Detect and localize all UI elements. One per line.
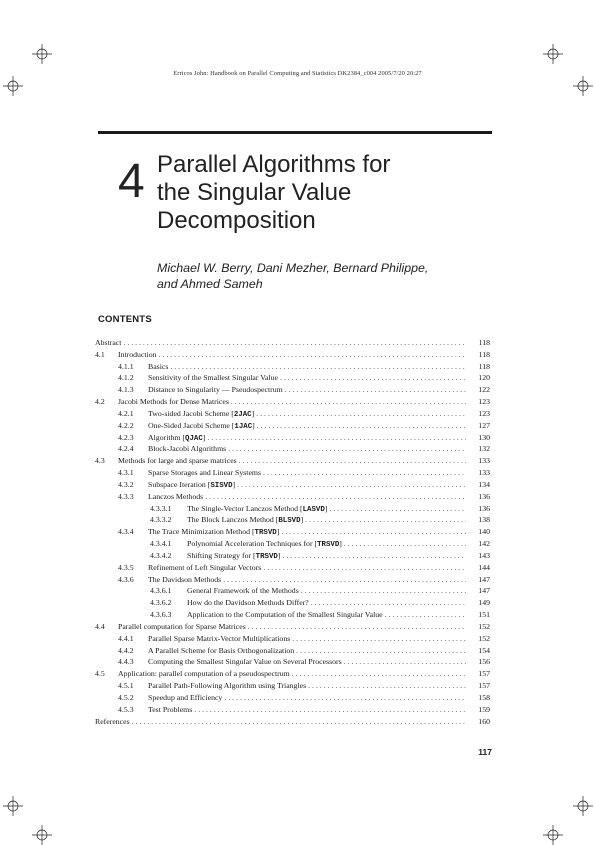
toc-entry-page: 123 [478, 397, 490, 407]
toc-entry-number: 4.4.3 [118, 657, 134, 667]
toc-entry-title [148, 384, 285, 396]
running-header: Erricos John: Handbook on Parallel Computing and Statistics DK2384_c004 2005/7/20 20:27 [173, 70, 422, 77]
toc-entry-page: 138 [478, 515, 490, 525]
page-number: 117 [478, 747, 492, 757]
toc-entry[interactable] [95, 408, 490, 420]
toc-entry-title-text: The Davidson Methods [148, 574, 222, 584]
toc-entry-title [148, 372, 280, 384]
toc-leader-dots [231, 396, 466, 408]
toc-entry-number: 4.2.4 [118, 444, 134, 454]
toc-entry[interactable] [95, 680, 490, 692]
toc-entry-page: 136 [478, 491, 490, 501]
toc-entry-number: 4.5.1 [118, 681, 134, 691]
toc-entry-page: 130 [478, 432, 490, 442]
toc-entry-page: 118 [478, 361, 490, 371]
toc-entry-title-text: Abstract [95, 338, 122, 347]
toc-entry-page: 143 [478, 550, 490, 560]
toc-leader-dots [280, 372, 466, 384]
toc-entry-page: 157 [478, 669, 490, 679]
toc-entry-title [148, 467, 263, 479]
chapter-title [157, 151, 477, 235]
toc-entry[interactable] [95, 692, 490, 704]
toc-entry-number: 4.3.3.1 [150, 503, 172, 513]
toc-entry-page: 123 [478, 408, 490, 418]
registration-mark-mid-left [3, 76, 23, 96]
toc-leader-dots [248, 621, 466, 633]
toc-leader-dots [205, 491, 466, 503]
toc-leader-dots [263, 562, 466, 574]
toc-entry-title-text: Polynomial Acceleration Techniques for [ [187, 539, 318, 549]
toc-entry[interactable] [95, 526, 490, 538]
toc-entry-code: BLSVD [278, 517, 301, 526]
registration-mark-mid-right [573, 76, 593, 96]
toc-entry[interactable] [95, 372, 490, 384]
toc-leader-dots [194, 704, 466, 716]
toc-entry-page: 152 [478, 633, 490, 643]
toc-leader-dots [170, 361, 466, 373]
toc-entry-title-text: Methods for large and sparse matrices [118, 456, 237, 466]
toc-entry-number: 4.3.4 [118, 527, 134, 537]
toc-entry[interactable] [95, 585, 490, 597]
toc-entry-number: 4.5.3 [118, 704, 134, 714]
toc-entry-title-text: Algorithm [ [148, 432, 186, 442]
toc-leader-dots [159, 349, 466, 361]
toc-entry-title-text: The Trace Minimization Method [ [148, 527, 255, 537]
toc-entry-code: 1JAC [234, 422, 253, 431]
toc-entry-number: 4.1.1 [118, 361, 134, 371]
registration-mark-top-left [32, 44, 52, 64]
toc-entry-title [118, 349, 159, 361]
toc-entry-title-text: Introduction [118, 349, 157, 359]
toc-entry[interactable] [95, 479, 490, 491]
toc-entry[interactable] [95, 609, 490, 621]
toc-entry[interactable] [95, 503, 490, 515]
chapter-title-line: the Singular Value [157, 179, 352, 206]
toc-leader-dots [132, 716, 466, 728]
toc-entry-title-text: Distance to Singularity — Pseudospectrum [148, 385, 283, 395]
toc-entry[interactable] [95, 633, 490, 645]
toc-entry-title-text: General Framework of the Methods [187, 586, 299, 596]
toc-entry-title-text: ] [232, 479, 236, 489]
toc-entry-line [148, 680, 490, 692]
toc-entry-line [148, 574, 490, 586]
toc-entry-title-text: The Single-Vector Lanczos Method [ [187, 503, 303, 513]
toc-entry-line [148, 361, 490, 373]
toc-entry[interactable] [95, 337, 490, 349]
toc-entry-title-text: Jacobi Methods for Dense Matrices [118, 397, 229, 407]
toc-entry-page: 142 [478, 539, 490, 549]
toc-entry-title-text: ] [324, 503, 328, 513]
registration-mark-bottom-center-right [543, 825, 563, 845]
toc-entry-title [148, 562, 263, 574]
toc-entry[interactable] [95, 716, 490, 728]
toc-entry-title [118, 455, 239, 467]
toc-entry-number: 4.3.2 [118, 479, 134, 489]
toc-entry-title-text: The Block Lanczos Method [ [187, 515, 279, 525]
toc-entry-title [148, 443, 228, 455]
toc-entry-line [148, 372, 490, 384]
toc-entry-line [187, 597, 490, 609]
toc-entry-title [148, 656, 344, 668]
toc-entry-number: 4.3.3.2 [150, 515, 172, 525]
toc-entry-number: 4.3.1 [118, 468, 134, 478]
toc-entry-title-text: How do the Davidson Methods Differ? [187, 598, 309, 608]
toc-entry-page: 156 [478, 657, 490, 667]
toc-entry-line [148, 491, 490, 503]
toc-entry-page: 127 [478, 420, 490, 430]
toc-entry-number: 4.1.2 [118, 373, 134, 383]
toc-entry-title [118, 668, 292, 680]
toc-entry-number: 4.3.6.1 [150, 586, 172, 596]
toc-entry[interactable] [95, 656, 490, 668]
toc-entry-code: TRSVD [255, 552, 278, 561]
toc-entry-title-text: Computing the Smallest Singular Value on Several Processors [148, 657, 342, 667]
toc-entry-page: 154 [478, 645, 490, 655]
toc-entry-title [148, 574, 223, 586]
registration-mark-top-right [543, 44, 563, 64]
toc-entry-number: 4.3.6.3 [150, 610, 172, 620]
toc-entry-number: 4.3.5 [118, 562, 134, 572]
toc-entry-number: 4.2.2 [118, 420, 134, 430]
toc-entry-title-text: Shifting Strategy for [ [187, 550, 256, 560]
toc-entry-title [148, 491, 205, 503]
toc-entry[interactable] [95, 384, 490, 396]
toc-entry-page: 118 [478, 338, 490, 347]
chapter-title-line: Decomposition [157, 207, 316, 234]
toc-entry-title-text: ] [202, 432, 206, 442]
toc-leader-dots [292, 668, 466, 680]
toc-entry-title [148, 704, 194, 716]
toc-entry-code: LASVD [302, 505, 325, 514]
toc-entry[interactable] [95, 621, 490, 633]
toc-entry-code: QJAC [185, 434, 203, 443]
toc-entry-code: TRSVD [317, 541, 340, 550]
toc-entry-title [148, 645, 296, 657]
toc-entry-number: 4.4.1 [118, 633, 134, 643]
toc-entry-title [148, 692, 224, 704]
toc-entry-title-text: ] [300, 515, 304, 525]
toc-entry[interactable] [95, 550, 490, 562]
toc-entry-page: 136 [478, 503, 490, 513]
toc-entry-page: 133 [478, 468, 490, 478]
toc-entry-title-text: Two-sided Jacobi Scheme [ [148, 408, 234, 418]
contents-heading: CONTENTS [98, 314, 152, 325]
toc-entry-title [148, 680, 308, 692]
registration-mark-bottom-center-left [32, 825, 52, 845]
toc-entry-number: 4.3.3 [118, 491, 134, 501]
toc-entry-title-text: ] [252, 420, 255, 430]
toc-entry-title-text: Parallel computation for Sparse Matrices [118, 621, 246, 631]
toc-leader-dots [292, 633, 466, 645]
toc-entry-title-text: References [95, 716, 130, 726]
toc-entry[interactable] [95, 467, 490, 479]
toc-entry-line [148, 562, 490, 574]
toc-entry[interactable] [95, 396, 490, 408]
toc-entry-title-text: Application to the Computation of the Smallest Singular Value [187, 610, 383, 620]
toc-entry-title-text: ] [277, 550, 281, 560]
chapter-authors [157, 260, 477, 292]
toc-entry-code: 2JAC [233, 410, 252, 419]
toc-entry-title [187, 597, 311, 609]
toc-entry-line [148, 443, 490, 455]
toc-leader-dots [228, 443, 466, 455]
toc-entry[interactable] [95, 443, 490, 455]
toc-entry-title [148, 361, 170, 373]
toc-entry-number: 4.4 [95, 621, 105, 631]
toc-entry-line [118, 349, 490, 361]
toc-entry-title-text: Refinement of Left Singular Vectors [148, 562, 262, 572]
toc-entry-line [148, 467, 490, 479]
toc-entry-title-text: ] [251, 408, 255, 418]
toc-entry-code: TRSVD [254, 529, 277, 538]
toc-entry-page: 118 [478, 349, 490, 359]
table-of-contents [95, 337, 490, 727]
toc-leader-dots [285, 384, 466, 396]
toc-entry-title-text: ] [339, 539, 342, 549]
toc-entry-page: 160 [478, 716, 490, 726]
toc-entry-number: 4.3.6 [118, 574, 134, 584]
toc-entry-page: 133 [478, 456, 490, 466]
toc-entry-line [118, 668, 490, 680]
toc-entry[interactable] [95, 704, 490, 716]
toc-entry-title-text: Sparse Storages and Linear Systems [148, 468, 262, 478]
author-line: and Ahmed Sameh [157, 277, 263, 291]
toc-entry-line [148, 692, 490, 704]
toc-entry-title-text: Subspace Iteration [ [148, 479, 211, 489]
toc-entry-number: 4.1.3 [118, 385, 134, 395]
toc-entry[interactable] [95, 349, 490, 361]
toc-entry-page: 158 [478, 692, 490, 702]
toc-leader-dots [223, 574, 466, 586]
toc-leader-dots [311, 597, 466, 609]
toc-entry-line [148, 384, 490, 396]
toc-entry-page: 140 [478, 527, 490, 537]
toc-entry-line [118, 396, 490, 408]
toc-entry-page: 151 [478, 610, 490, 620]
toc-entry-title-text: Parallel Path-Following Algorithm using Triangles [148, 681, 307, 691]
toc-entry[interactable] [95, 597, 490, 609]
toc-leader-dots [263, 467, 466, 479]
toc-entry-title [95, 716, 132, 728]
toc-entry[interactable] [95, 538, 490, 550]
toc-entry-line [148, 633, 490, 645]
toc-entry-title-text: Sensitivity of the Smallest Singular Value [148, 373, 279, 383]
toc-entry-code: SISVD [210, 481, 233, 490]
toc-entry-page: 157 [478, 681, 490, 691]
chapter-title-line: Parallel Algorithms for [157, 151, 391, 178]
toc-entry-number: 4.2 [95, 397, 105, 407]
toc-entry-line [95, 337, 490, 349]
toc-entry-number: 4.5 [95, 669, 105, 679]
toc-entry[interactable] [95, 420, 490, 432]
toc-entry[interactable] [95, 645, 490, 657]
toc-entry-title-text: ] [276, 527, 280, 537]
toc-entry[interactable] [95, 491, 490, 503]
registration-mark-bottom-left [3, 796, 23, 816]
toc-entry-title-text: Block-Jacobi Algorithms [148, 444, 227, 454]
toc-entry[interactable] [95, 668, 490, 680]
toc-entry-number: 4.3.4.2 [150, 550, 172, 560]
toc-leader-dots [224, 692, 466, 704]
toc-leader-dots [344, 656, 466, 668]
toc-entry[interactable] [95, 562, 490, 574]
toc-entry-page: 147 [478, 574, 490, 584]
toc-entry[interactable] [95, 574, 490, 586]
toc-entry[interactable] [95, 514, 490, 526]
toc-entry-page: 159 [478, 704, 490, 714]
toc-entry-page: 152 [478, 621, 490, 631]
toc-entry-title-text: Test Problems [148, 704, 193, 714]
toc-entry-title-text: One-Sided Jacobi Scheme [ [148, 420, 235, 430]
toc-entry[interactable] [95, 455, 490, 467]
toc-entry-line [95, 716, 490, 728]
chapter-number: 4 [118, 155, 145, 208]
toc-entry-line [187, 609, 490, 621]
toc-entry-number: 4.3.6.2 [150, 598, 172, 608]
toc-entry-title [118, 396, 231, 408]
toc-entry-title-text: Lanczos Methods [148, 491, 204, 501]
toc-entry-title [187, 609, 385, 621]
toc-entry-title [95, 337, 123, 349]
toc-entry-title-text: Basics [148, 361, 169, 371]
toc-entry-title-text: Speedup and Efficiency [148, 692, 223, 702]
toc-leader-dots [385, 609, 466, 621]
toc-entry-page: 132 [478, 444, 490, 454]
toc-leader-dots [239, 455, 466, 467]
toc-entry-title [118, 621, 248, 633]
toc-entry-line [148, 704, 490, 716]
toc-leader-dots [123, 337, 466, 349]
toc-entry-page: 134 [478, 479, 490, 489]
toc-entry-page: 147 [478, 586, 490, 596]
toc-entry-line [148, 656, 490, 668]
toc-entry-line [118, 455, 490, 467]
toc-entry-page: 120 [478, 373, 490, 383]
toc-entry-number: 4.2.1 [118, 408, 134, 418]
toc-entry-number: 4.1 [95, 349, 105, 359]
toc-leader-dots [301, 585, 466, 597]
toc-entry-page: 122 [478, 385, 490, 395]
toc-entry-title-text: A Parallel Scheme for Basis Orthogonalization [148, 645, 295, 655]
toc-entry-page: 144 [478, 562, 490, 572]
toc-entry-page: 149 [478, 598, 490, 608]
toc-entry-number: 4.4.2 [118, 645, 134, 655]
toc-entry-title-text: Parallel Sparse Matrix-Vector Multiplications [148, 633, 291, 643]
toc-entry-title-text: Application: parallel computation of a pseudospectrum [118, 669, 290, 679]
toc-entry-title [148, 633, 292, 645]
toc-leader-dots [308, 680, 466, 692]
toc-entry-number: 4.3 [95, 456, 105, 466]
toc-entry-number: 4.3.4.1 [150, 539, 172, 549]
toc-entry-line [118, 621, 490, 633]
toc-entry-title [187, 585, 301, 597]
registration-mark-bottom-right [573, 796, 593, 816]
author-line: Michael W. Berry, Dani Mezher, Bernard Philippe, [157, 261, 429, 275]
toc-entry-number: 4.5.2 [118, 692, 134, 702]
chapter-rule [98, 131, 492, 134]
toc-entry-line [187, 585, 490, 597]
toc-leader-dots [296, 645, 466, 657]
toc-entry[interactable] [95, 432, 490, 444]
toc-entry[interactable] [95, 361, 490, 373]
toc-entry-number: 4.2.3 [118, 432, 134, 442]
toc-entry-line [148, 645, 490, 657]
